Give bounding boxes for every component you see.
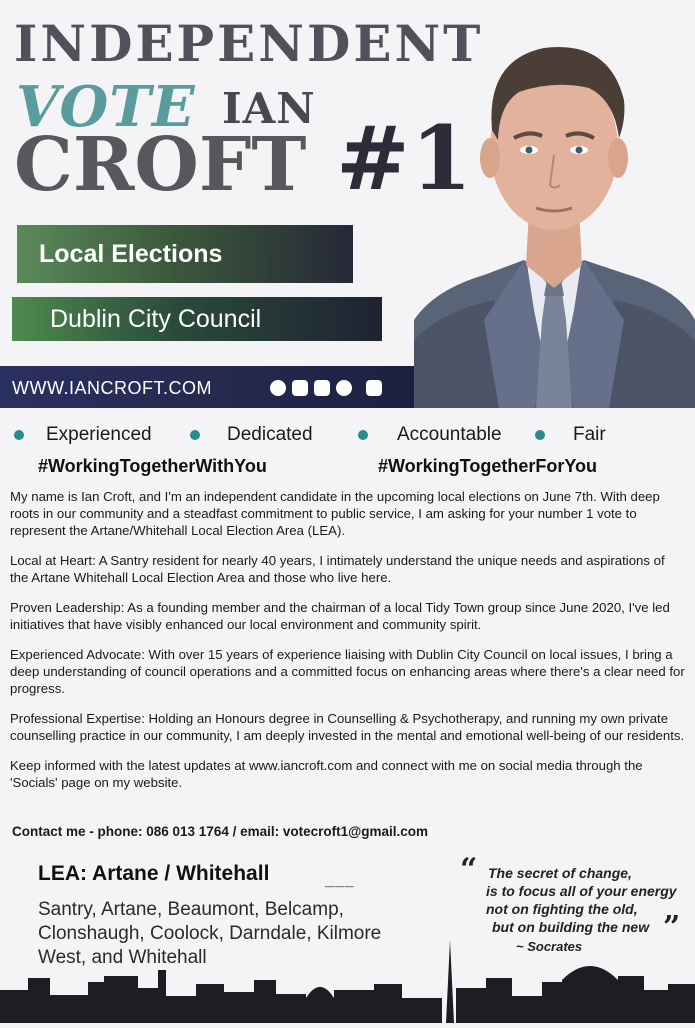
local-elections-tag (17, 225, 353, 283)
dublin-skyline (0, 940, 695, 1023)
council-label: Dublin City Council (50, 304, 262, 333)
website-url[interactable]: WWW.IANCROFT.COM (12, 378, 212, 398)
twitter-icon[interactable] (314, 380, 330, 396)
intro-paragraph: My name is Ian Croft, and I'm an independent candidate in the upcoming local elections on June 7th. With deep roots in our community and a steadfast commitment to public service, I am asking for your number 1 vote to represent the Artane/Whitehall Local Election Area (LEA). (10, 489, 660, 538)
instagram-icon[interactable] (292, 380, 308, 396)
close-quote-icon: ” (663, 910, 681, 945)
candidate-photo (414, 20, 695, 408)
value-experienced: Experienced (46, 424, 152, 445)
facebook-icon[interactable] (270, 380, 286, 396)
local-at-heart-paragraph: Local at Heart: A Santry resident for nearly 40 years, I intimately understand the unique needs and aspirations of the Artane Whitehall Local Election Area and those who live here. (10, 553, 665, 585)
quote-line: but on building the new (492, 919, 650, 935)
linkedin-icon[interactable] (366, 380, 382, 396)
bullet-icon (190, 430, 200, 440)
bullet-icon (14, 430, 24, 440)
local-elections-label: Local Elections (39, 239, 223, 268)
lea-areas: Santry, Artane, Beaumont, Belcamp, Clonshaugh, Coolock, Darndale, Kilmore West, and Whitehall (38, 899, 382, 968)
body-text (10, 488, 685, 804)
value-dedicated: Dedicated (227, 424, 313, 445)
headline-last-name: CROFT (14, 122, 307, 208)
lea-dash: ___ (325, 872, 355, 889)
proven-leadership-paragraph: Proven Leadership: As a founding member and the chairman of a local Tidy Town group since June 2020, I've led initiatives that have visibly enhanced our local environment and community spirit. (10, 600, 670, 632)
keep-informed-paragraph: Keep informed with the latest updates at www.iancroft.com and connect with me on social media through the 'Socials' page on my website. (10, 758, 643, 790)
quote-line: not on fighting the old, (486, 901, 638, 917)
headline-independent: INDEPENDENT (14, 14, 484, 73)
youtube-icon[interactable] (336, 380, 352, 396)
hashtag-for-you: #WorkingTogetherForYou (378, 456, 597, 476)
quote-line: is to focus all of your energy (486, 883, 677, 899)
council-tag (12, 297, 382, 341)
lea-title: LEA: Artane / Whitehall (38, 862, 270, 885)
headline-rank: #1 (336, 106, 473, 210)
professional-expertise-paragraph: Professional Expertise: Holding an Honours degree in Counselling & Psychotherapy, and running my own private counselling practice in our community, I am deeply invested in the mental and emotional well-being of our residents. (10, 711, 685, 743)
headline-first-name: IAN (222, 84, 316, 133)
value-accountable: Accountable (397, 424, 502, 445)
quote-attribution: ~ Socrates (516, 939, 583, 954)
experienced-advocate-paragraph: Experienced Advocate: With over 15 years of experience liaising with Dublin City Council on local issues, I bring a deep understanding of council operations and a committed focus on enhancing areas where there's a clear need for progress. (10, 647, 685, 696)
bullet-icon (535, 430, 545, 440)
bullet-icon (358, 430, 368, 440)
headline-vote: VOTE (16, 74, 196, 140)
value-fair: Fair (573, 424, 606, 445)
open-quote-icon: “ (460, 852, 478, 887)
quote-line: The secret of change, (488, 865, 632, 881)
hashtag-with-you: #WorkingTogetherWithYou (38, 456, 267, 476)
contact-line: Contact me - phone: 086 013 1764 / email: votecroft1@gmail.com (12, 824, 429, 839)
